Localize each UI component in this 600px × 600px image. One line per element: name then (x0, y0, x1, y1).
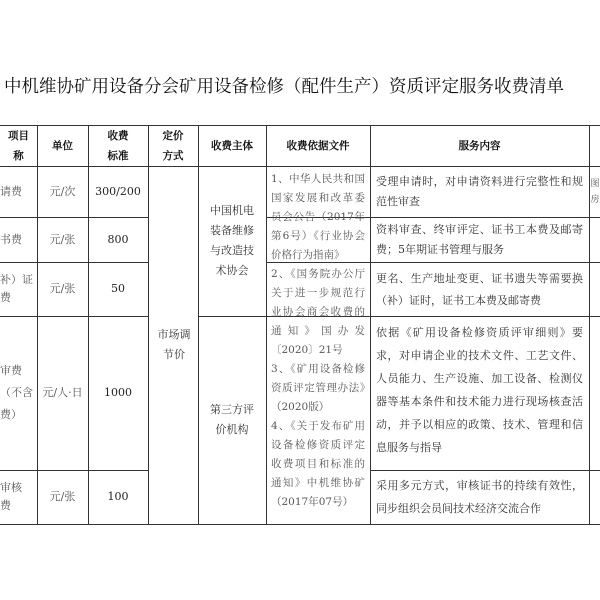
header-subject: 收费主体 (211, 139, 253, 152)
edge-column-text: 图 房 (590, 178, 600, 205)
page-title: 中机维协矿用设备分会矿用设备检修（配件生产）资质评定服务收费清单 (4, 77, 564, 97)
row4-name (0, 316, 37, 470)
header-item-line1: 项目 (8, 129, 29, 142)
row1-unit: 元/次 (49, 184, 76, 198)
row5-unit: 元/张 (49, 490, 76, 503)
row4-name-line3: 费） (0, 408, 22, 421)
row2-service: 资料审查、终审评定、证书工本费及邮寄费；5年期证书管理与服务 (376, 223, 583, 256)
header-fee (88, 125, 148, 166)
row4-unit: 元/人·日 (42, 386, 83, 399)
row3-name-line1: 补）证 (0, 273, 33, 286)
header-unit: 单位 (52, 139, 73, 152)
row4-name-line2: （不含 (0, 386, 33, 399)
row2-unit: 元/张 (49, 232, 76, 246)
row5-name-line2: 费 (0, 499, 11, 512)
header-item-line2: 称 (13, 149, 24, 162)
column-divider (148, 125, 149, 525)
table-border-bottom (0, 524, 600, 525)
basis-documents: 1、中华人民共和国国家发展和改革委员会公告（2017年第6号）《行业协会价格行为指南》 2、《国务院办公厅关于进一步规范行业协会商会收费的通知》国办发〔2020〕21号 3、《矿用设备检修资质评定管理办法》（2020版） 4、《关于发布矿用设备检修资质评定收费项目和标准的通知》中机维协矿（2017年07号） (271, 173, 365, 508)
header-fee-line2: 标准 (107, 149, 129, 162)
header-item (0, 125, 37, 166)
row2-name: 书费 (0, 232, 22, 246)
row1-service: 受理申请时，对申请资料进行完整性和规范性审查 (376, 175, 583, 208)
row3-unit: 元/张 (49, 282, 76, 295)
row3-service: 更名、生产地址变更、证书遗失等需要换（补）证时，证书工本费及邮寄费 (376, 272, 583, 307)
row1-name: 请费 (0, 184, 22, 198)
subject-bottom: 第三方评价机构 (210, 403, 254, 436)
row5-name-line1: 审核 (0, 481, 22, 494)
row3-name (0, 262, 37, 316)
column-divider (198, 125, 199, 525)
header-pricing (148, 125, 198, 166)
row3-fee: 50 (111, 282, 125, 295)
header-pricing-line2: 方式 (162, 149, 184, 162)
row5-name (0, 470, 37, 524)
header-fee-line1: 收费 (107, 129, 129, 142)
row4-service: 依据《矿用设备检修资质评审细则》要求，对申请企业的技术文件、工艺文件、人员能力、生产设施、加工设备、检测仪器等基本条件和技术能力进行现场核查活动，并予以相应的政策、技术、管理和信息服务与指导 (376, 326, 583, 454)
header-pricing-line1: 定价 (162, 129, 184, 142)
row4-fee: 1000 (104, 386, 132, 399)
row5-fee: 100 (107, 490, 129, 503)
subject-top: 中国机电装备维修与改造技术协会 (210, 204, 254, 277)
row1-fee: 300/200 (95, 184, 141, 198)
header-basis: 收费依据文件 (286, 139, 350, 152)
row3-name-line2: 费 (0, 291, 11, 304)
row5-service: 采用多元方式，审核证书的持续有效性，同步组织会员间技术经济交流合作 (376, 479, 583, 515)
row4-name-line1: 审费 (0, 364, 22, 377)
header-service: 服务内容 (458, 139, 501, 152)
row2-fee: 800 (107, 232, 129, 246)
pricing-method: 市场调节价 (157, 328, 191, 361)
